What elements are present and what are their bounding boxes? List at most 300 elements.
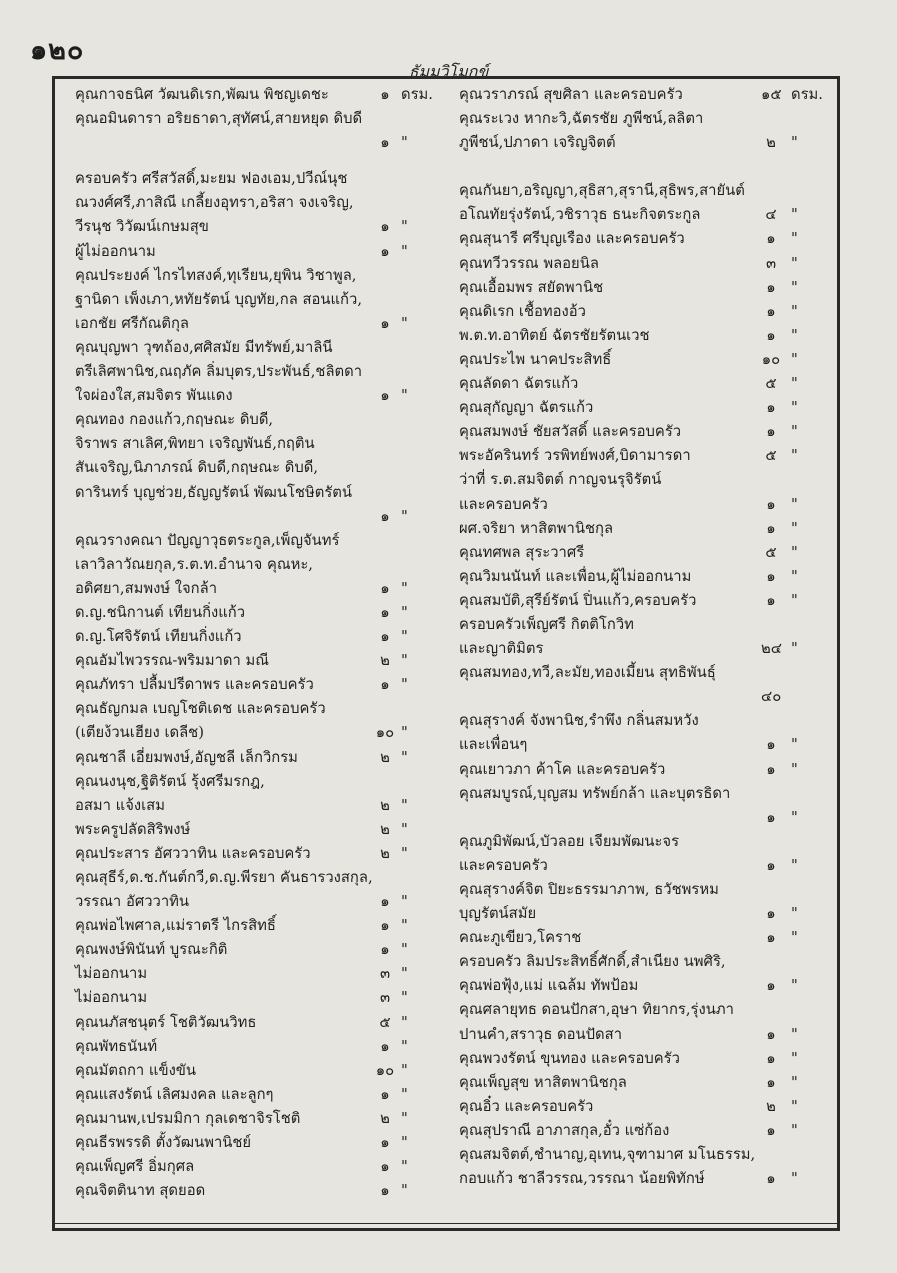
donor-name: เอกชัย ศรีกัณติกุล — [75, 314, 189, 332]
donor-name: คุณวิมนนันท์ และเพื่อน,ผู้ไม่ออกนาม — [459, 567, 692, 585]
donation-unit: " — [791, 567, 798, 585]
donation-unit: " — [791, 375, 798, 393]
donor-name: ฐานิดา เพ็งเภา,หทัยรัตน์ บุญทัย,กล สอนแก้ว, — [75, 290, 363, 308]
donation-unit: " — [401, 724, 408, 742]
donation-unit: " — [401, 387, 408, 405]
donation-count: ๑ — [766, 1170, 776, 1188]
donor-name: คุณทวีวรรณ พลอยนิล — [459, 254, 599, 272]
donation-count: ๑ — [766, 519, 776, 537]
donor-name: คุณเยาวภา ค้าโค และครอบครัว — [459, 760, 666, 778]
donor-name: พระครูปลัดสิริพงษ์ — [75, 820, 191, 838]
donation-unit: " — [401, 579, 408, 597]
donation-unit: " — [401, 652, 408, 670]
donor-name: คุณกันยา,อริญญา,สุธิสา,สุรานี,สุธิพร,สายันต์ — [459, 182, 745, 200]
donation-unit: " — [791, 977, 798, 995]
donation-unit: " — [401, 314, 408, 332]
donation-unit: " — [401, 1134, 408, 1152]
donor-name: และครอบครัว — [459, 856, 548, 874]
donation-count: ๒๔ — [761, 640, 782, 658]
donor-entry — [75, 167, 450, 191]
donor-name: คุณสุนารี ศรีบุญเรือง และครอบครัว — [459, 230, 685, 248]
donor-entry — [75, 1083, 450, 1107]
donor-entry — [75, 312, 450, 336]
donor-name: คุณแสงรัตน์ เลิศมงคล และลูกๆ — [75, 1085, 274, 1103]
donor-name: อสมา แจ้งเสม — [75, 796, 165, 814]
donor-entry — [459, 830, 834, 854]
donation-count: ๕ — [379, 1013, 391, 1031]
donor-name: คุณดิเรก เชื้อทองอ้ว — [459, 302, 586, 320]
donation-unit: " — [791, 1097, 798, 1115]
right-column — [459, 83, 834, 1191]
donation-count: ๑ — [380, 941, 390, 959]
donor-name: คุณสมจิตต์,ชำนาญ,อุเทน,จุฑามาศ มโนธรรม, — [459, 1146, 756, 1164]
donation-unit: " — [791, 254, 798, 272]
donor-name: อดิศยา,สมพงษ์ ใจกล้า — [75, 579, 218, 597]
donor-entry — [75, 1059, 450, 1083]
donor-entry — [75, 770, 450, 794]
donation-count: ๒ — [766, 1097, 776, 1115]
spacer — [459, 155, 834, 167]
donation-count: ๑ — [380, 314, 390, 332]
donation-unit: " — [791, 326, 798, 344]
donation-unit: " — [401, 242, 408, 260]
donation-unit: " — [401, 796, 408, 814]
donation-count: ๒ — [766, 134, 776, 152]
donor-name: ใจผ่องใส,สมจิตร พันแดง — [75, 387, 233, 405]
donation-unit: " — [791, 736, 798, 754]
donation-count: ๑๐ — [375, 1061, 395, 1079]
donor-entry — [459, 974, 834, 998]
donor-name: บุญรัตน์สมัย — [459, 905, 537, 923]
donor-name: คุณประไพ นาคประสิทธิ์ — [459, 350, 612, 368]
donation-count: ๑ — [766, 278, 776, 296]
donor-entry — [459, 950, 834, 974]
donor-name: คุณวรางคณา ปัญญาวุธตระกูล,เพ็ญจันทร์ — [75, 531, 340, 549]
left-column — [75, 83, 450, 1203]
donor-name: คุณอมินดารา อริยธาดา,สุทัศน์,สายหยุด ดิบดี — [75, 110, 363, 128]
donor-entry — [459, 276, 834, 300]
donation-count: ๒ — [380, 652, 390, 670]
donation-count: ๑ — [766, 1073, 776, 1091]
donor-entry — [75, 625, 450, 649]
donor-name: คุณภูมิพัฒน์,บัวลอย เจียมพัฒนะจร — [459, 832, 680, 850]
donor-entry — [459, 300, 834, 324]
donor-name: คุณวราภรณ์ สุขศิลา และครอบครัว — [459, 86, 683, 103]
donation-count: ๑ — [766, 929, 776, 947]
donation-count: ๑ — [766, 495, 776, 513]
donation-unit: " — [401, 676, 408, 694]
donation-unit: " — [401, 748, 408, 766]
donor-entry — [459, 420, 834, 444]
donation-unit: " — [401, 1037, 408, 1055]
donation-count: ๑ — [766, 760, 776, 778]
donation-count: ๑๕ — [761, 86, 782, 103]
donation-count: ๑ — [380, 1182, 390, 1200]
donation-unit: " — [791, 808, 798, 826]
donor-entry — [459, 1023, 834, 1047]
donor-entry — [459, 758, 834, 782]
donor-name: ตรีเลิศพานิช,ณฤภัค ลิ่มบุตร,ประพันธ์,ชลิตดา — [75, 363, 363, 381]
donation-count: ๑ — [766, 399, 776, 417]
donor-entry — [459, 517, 834, 541]
donor-entry — [459, 372, 834, 396]
donation-unit: " — [791, 519, 798, 537]
donation-count: ๑ — [766, 567, 776, 585]
donation-count: ๑ — [766, 302, 776, 320]
donor-name: คุณสุปราณี อาภาสกุล,อั๋ว แซ่ก้อง — [459, 1121, 670, 1139]
donation-unit: " — [791, 1170, 798, 1188]
donor-name: คุณเพ็ญศรี อิ่มกุศล — [75, 1158, 195, 1176]
donor-entry — [459, 227, 834, 251]
donor-entry — [75, 553, 450, 577]
donation-count: ๑ — [380, 86, 390, 103]
donation-count: ๑ — [766, 1025, 776, 1043]
donation-unit: " — [401, 1158, 408, 1176]
donation-unit: " — [401, 820, 408, 838]
donor-name: และเพื่อนๆ — [459, 736, 528, 754]
donation-count: ๓ — [379, 989, 391, 1007]
donor-entry — [75, 794, 450, 818]
donor-entry — [459, 589, 834, 613]
donor-name: ผศ.จริยา หาสิตพานิชกุล — [459, 519, 614, 537]
spacer — [75, 155, 450, 167]
donation-unit: " — [791, 905, 798, 923]
donor-entry — [459, 1167, 834, 1191]
donation-count: ๑ — [380, 218, 390, 236]
donor-name: คุณนภัสชนุตร์ โชติวัฒนวิทธ — [75, 1013, 257, 1031]
donation-unit: " — [401, 893, 408, 911]
donation-unit: " — [791, 929, 798, 947]
donor-name: ครอบครัวเพ็ญศรี กิตติโกวิท — [459, 615, 634, 633]
donation-unit: " — [401, 844, 408, 862]
donation-count: ๓ — [379, 965, 391, 983]
donation-unit: " — [401, 1061, 408, 1079]
donor-entry — [459, 1047, 834, 1071]
donation-unit: " — [401, 218, 408, 236]
donation-count: ๑ — [380, 1134, 390, 1152]
running-title: ธัมมวิโมกข์ — [408, 62, 489, 81]
donor-name: ไม่ออกนาม — [75, 965, 148, 983]
donor-entry — [75, 721, 450, 745]
donor-name: และญาติมิตร — [459, 640, 544, 658]
donor-name: ครอบครัว ศรีสวัสดิ์,มะยม ฟองเอม,ปวีณ์นุช — [75, 170, 348, 188]
donation-unit: " — [791, 302, 798, 320]
donor-name: คุณเพ็ญสุข หาสิตพานิชกุล — [459, 1073, 627, 1091]
donor-name: วรรณา อัศววาทิน — [75, 893, 190, 911]
donor-entry — [75, 131, 450, 155]
donor-entry — [75, 962, 450, 986]
donor-entry — [459, 733, 834, 757]
donation-unit: " — [401, 603, 408, 621]
donation-unit: " — [791, 856, 798, 874]
donor-entry — [459, 541, 834, 565]
donor-entry — [459, 1071, 834, 1095]
donation-count: ๑ — [380, 1158, 390, 1176]
donor-entry — [75, 481, 450, 505]
donor-entry — [75, 384, 450, 408]
donor-name: คุณทอง กองแก้ว,กฤษณะ ดิบดี, — [75, 411, 274, 429]
donor-name: คุณชาลี เอี่ยมพงษ์,อัญชลี เล็กวิกรม — [75, 748, 298, 766]
donation-count: ๑ — [766, 977, 776, 995]
donor-entry — [75, 264, 450, 288]
donation-unit: " — [401, 628, 408, 646]
donor-name: ว่าที่ ร.ต.สมจิตต์ กาญจนรุจิรัตน์ — [459, 471, 662, 489]
donation-unit: " — [791, 447, 798, 465]
donation-unit: " — [791, 423, 798, 441]
donor-entry — [459, 252, 834, 276]
donor-entry — [75, 938, 450, 962]
donor-name: คณะภูเขียว,โคราช — [459, 929, 582, 947]
donor-name: คุณสมทอง,ทวี,ละมัย,ทองเมี้ยน สุทธิพันธุ์ — [459, 664, 716, 682]
donor-entry — [459, 878, 834, 902]
donation-count: ๑ — [766, 326, 776, 344]
donation-unit: " — [791, 230, 798, 248]
donation-unit: " — [791, 134, 798, 152]
donor-entry — [75, 1131, 450, 1155]
donor-name: พ.ต.ท.อาทิตย์ ฉัตรชัยรัตนเวช — [459, 326, 650, 344]
donor-name: คุณประสาร อัศววาทิน และครอบครัว — [75, 844, 311, 862]
donor-name: คุณลัดดา ฉัตรแก้ว — [459, 375, 579, 393]
page-number: ๑๒๐ — [30, 35, 85, 66]
donor-name: คุณสุรางค์จิต ปิยะธรรมาภาพ, ธวัชพรหม — [459, 881, 719, 898]
donor-name: คุณสมพงษ์ ชัยสวัสดิ์ และครอบครัว — [459, 423, 682, 441]
donor-entry — [75, 336, 450, 360]
donor-entry — [75, 1011, 450, 1035]
donor-entry — [75, 1155, 450, 1179]
donation-unit: " — [791, 543, 798, 561]
donor-name: คุณกาจธนิศ วัฒนดิเรก,พัฒน พิชญเดชะ — [75, 86, 329, 103]
donor-name: อโณทัยรุ่งรัตน์,วชิราวุธ ธนะกิจตระกูล — [459, 206, 701, 224]
donor-name: ด.ญ.ชนิกานต์ เทียนกิ่งแก้ว — [75, 603, 246, 621]
donor-entry — [459, 613, 834, 637]
donation-unit: " — [791, 1121, 798, 1139]
donation-count: ๑๐ — [761, 350, 781, 368]
donor-entry — [75, 215, 450, 239]
donation-count: ๑ — [766, 736, 776, 754]
donation-count: ๔๐ — [761, 688, 782, 706]
donor-entry — [459, 782, 834, 806]
donor-entry — [459, 324, 834, 348]
donation-unit: " — [401, 965, 408, 983]
donation-count: ๑ — [766, 808, 776, 826]
donor-name: คุณอัมไพวรรณ-พริมมาดา มณี — [75, 652, 270, 670]
donation-unit: " — [401, 1013, 408, 1031]
donor-entry — [75, 866, 450, 890]
donation-unit: " — [401, 134, 408, 152]
donation-count: ๔ — [765, 206, 777, 224]
donor-name: คุณภัทรา ปลื้มปรีดาพร และครอบครัว — [75, 676, 314, 694]
donor-entry — [75, 1035, 450, 1059]
donor-entry — [459, 685, 834, 709]
donation-unit: " — [791, 1025, 798, 1043]
donor-entry — [459, 83, 834, 107]
donation-unit: " — [791, 350, 798, 368]
donor-name: คุณธีรพรรดิ ตั้งวัฒนพานิชย์ — [75, 1134, 252, 1152]
donor-entry — [75, 577, 450, 601]
donation-count: ๑ — [380, 917, 390, 935]
donor-entry — [459, 179, 834, 203]
donation-count: ๑ — [766, 856, 776, 874]
donation-count: ๒ — [380, 748, 390, 766]
donor-name: คุณระเวง หากะวิ,ฉัตรชัย ภูพีชน์,ลลิตา — [459, 110, 704, 128]
donor-name: สันเจริญ,นิภาภรณ์ ดิบดี,กฤษณะ ดิบดี, — [75, 459, 319, 477]
donor-name: คุณนงนุช,ฐิติรัตน์ รุ้งศรีมรกฎ, — [75, 772, 265, 790]
donation-unit: ดรม. — [791, 86, 824, 103]
donor-entry — [459, 1143, 834, 1167]
donor-entry — [75, 529, 450, 553]
donor-entry — [459, 468, 834, 492]
donation-count: ๑ — [380, 579, 390, 597]
donation-count: ๑ — [766, 230, 776, 248]
donation-unit: " — [791, 495, 798, 513]
donor-entry — [459, 926, 834, 950]
donor-entry — [75, 408, 450, 432]
donation-count: ๑ — [766, 591, 776, 609]
donor-entry — [75, 191, 450, 215]
donor-name: คุณพ่อฟุ้ง,แม่ แฉล้ม ทัพป้อม — [459, 977, 639, 995]
donor-name: จิราพร สาเลิศ,พิทยา เจริญพันธ์,กฤติน — [75, 435, 315, 453]
donor-entry — [459, 107, 834, 131]
donor-name: คุณบุญพา วุฑถ้อง,ศศิสมัย มีทรัพย์,มาลินี — [75, 338, 333, 356]
donor-entry — [459, 902, 834, 926]
donation-count: ๑ — [380, 676, 390, 694]
donation-unit: " — [791, 1049, 798, 1067]
donation-count: ๑๐ — [375, 724, 395, 742]
donation-count: ๕ — [765, 543, 777, 561]
donor-entry — [75, 107, 450, 131]
donation-count: ๓ — [765, 254, 777, 272]
donor-entry — [75, 842, 450, 866]
donation-unit: " — [791, 278, 798, 296]
donor-name: คุณพงษ์พินันท์ บูรณะกิติ — [75, 941, 228, 959]
donation-unit: " — [791, 399, 798, 417]
donation-unit: " — [401, 1182, 408, 1200]
donation-count: ๒ — [380, 796, 390, 814]
donor-entry — [75, 986, 450, 1010]
donor-name: คุณพัทธนันท์ — [75, 1037, 158, 1055]
donation-count: ๑ — [380, 387, 390, 405]
donation-unit: " — [791, 206, 798, 224]
donor-entry — [459, 1119, 834, 1143]
donor-entry — [459, 131, 834, 155]
donor-entry — [75, 240, 450, 264]
donor-name: คุณสุกัญญา ฉัตรแก้ว — [459, 399, 594, 417]
donation-unit: ดรม. — [401, 86, 434, 103]
donor-entry — [75, 649, 450, 673]
donation-unit: " — [401, 1085, 408, 1103]
donation-count: ๒ — [380, 1109, 390, 1127]
donor-entry — [459, 637, 834, 661]
donor-entry — [459, 661, 834, 685]
donor-name: คุณพวงรัตน์ ขุนทอง และครอบครัว — [459, 1049, 680, 1067]
donation-count: ๑ — [380, 1085, 390, 1103]
donation-count: ๑ — [766, 905, 776, 923]
donor-entry — [75, 360, 450, 384]
spacer — [459, 167, 834, 179]
donation-count: ๑ — [380, 507, 390, 525]
donor-name: คุณจิตตินาท สุดยอด — [75, 1182, 206, 1200]
donation-count: ๑ — [766, 1049, 776, 1067]
donation-count: ๕ — [765, 447, 777, 465]
donor-entry — [459, 203, 834, 227]
donor-entry — [75, 914, 450, 938]
donor-name: คุณอิ๋ว และครอบครัว — [459, 1097, 594, 1115]
donation-count: ๒ — [380, 820, 390, 838]
donor-name: คุณสุรางค์ จังพานิช,รำพึง กลิ่นสมหวัง — [459, 712, 699, 730]
donor-entry — [459, 565, 834, 589]
donor-name: คุณสมบัติ,สุรีย์รัตน์ ปิ่นแก้ว,ครอบครัว — [459, 591, 697, 609]
donor-entry — [75, 83, 450, 107]
donor-entry — [459, 396, 834, 420]
donation-unit: " — [401, 941, 408, 959]
donor-name: คุณเอื้อมพร สยัดพานิช — [459, 278, 604, 296]
donor-entry — [459, 854, 834, 878]
donor-entry — [75, 456, 450, 480]
donor-entry — [75, 505, 450, 529]
donor-entry — [75, 432, 450, 456]
donation-unit: " — [401, 989, 408, 1007]
donation-unit: " — [401, 507, 408, 525]
donation-count: ๑ — [380, 1037, 390, 1055]
donor-entry — [75, 697, 450, 721]
donation-count: ๑ — [380, 628, 390, 646]
donor-name: คุณสุธีร์,ด.ช.กันต์กวี,ด.ญ.พีรยา คันธารวงสกุล, — [75, 869, 373, 886]
donor-name: คุณพ่อไพศาล,แม่ราตรี ไกรสิทธิ์ — [75, 917, 276, 935]
donation-unit: " — [401, 1109, 408, 1127]
donor-name: วีรนุช วิวัฒน์เกษมสุข — [75, 218, 209, 236]
donor-name: ณวงศ์ศรี,ภาสิณี เกลี้ยงอุทรา,อริสา จงเจริญ, — [75, 194, 354, 212]
donor-name: คุณมานพ,เปรมมิกา กุลเดชาจิรโชติ — [75, 1109, 301, 1127]
donation-unit: " — [791, 1073, 798, 1091]
donation-unit: " — [791, 640, 798, 658]
donor-entry — [75, 1107, 450, 1131]
donor-entry — [75, 601, 450, 625]
donation-count: ๑ — [380, 242, 390, 260]
donor-name: ด.ญ.โศจิรัตน์ เทียนกิ่งแก้ว — [75, 628, 242, 646]
donation-count: ๑ — [380, 134, 390, 152]
donor-name: (เตียง้วนเฮียง เดลีช) — [75, 724, 204, 742]
donation-count: ๕ — [765, 375, 777, 393]
donor-entry — [75, 1179, 450, 1203]
donor-name: คุณศลายุทธ ดอนปักสา,อุษา ทิยากร,รุ่งนภา — [459, 1001, 734, 1019]
donation-unit: " — [791, 591, 798, 609]
donation-unit: " — [401, 917, 408, 935]
donor-name: ดารินทร์ บุญช่วย,ธัญญรัตน์ พัฒนโชษิตรัตน์ — [75, 483, 352, 501]
donation-unit: " — [791, 760, 798, 778]
donor-name: เลาวิลาวัณยกุล,ร.ต.ท.อำนาจ คุณหะ, — [75, 555, 313, 573]
donor-entry — [459, 444, 834, 468]
donor-name: และครอบครัว — [459, 495, 548, 513]
donor-name: คุณธัญกมล เบญโชติเดช และครอบครัว — [75, 700, 326, 718]
donor-entry — [459, 348, 834, 372]
donor-entry — [459, 493, 834, 517]
donor-entry — [75, 746, 450, 770]
donor-name: พระอัครินทร์ วรพิทย์พงศ์,บิดามารดา — [459, 447, 691, 465]
donor-name: คุณมัตถกา แข็งขัน — [75, 1061, 197, 1079]
donor-entry — [75, 673, 450, 697]
donation-count: ๑ — [766, 423, 776, 441]
donation-count: ๑ — [380, 603, 390, 621]
donor-name: คุณทศพล สุระวาศรี — [459, 543, 585, 561]
donor-list-frame — [52, 76, 840, 1231]
donor-name: ผู้ไม่ออกนาม — [75, 242, 156, 260]
donor-name: คุณประยงค์ ไกรไทสงค์,ทุเรียน,ยุพิน วิชาพูล, — [75, 266, 357, 284]
donor-name: กอบแก้ว ชาลีวรรณ,วรรณา น้อยพิทักษ์ — [459, 1170, 705, 1188]
donor-name: ไม่ออกนาม — [75, 989, 148, 1007]
donation-count: ๑ — [380, 893, 390, 911]
donor-name: ปานคำ,สราวุธ ดอนปัดสา — [459, 1025, 623, 1043]
donor-entry — [75, 288, 450, 312]
